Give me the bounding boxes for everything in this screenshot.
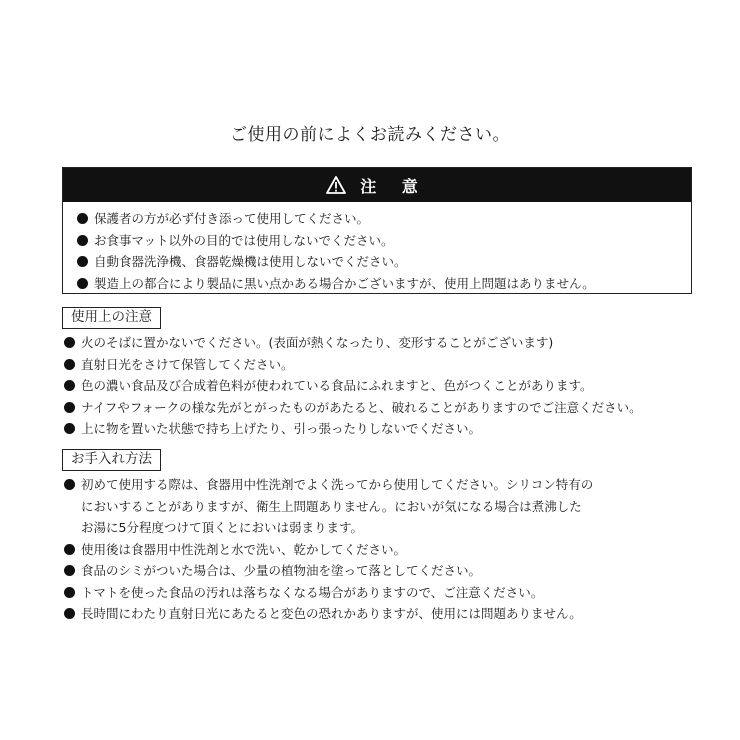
care-item-text: においすることがありますが、衛生上問題ありません。においが気になる場合は煮沸した bbox=[81, 498, 582, 514]
page-title: ご使用の前によくお読みください。 bbox=[230, 125, 510, 145]
care-item bbox=[64, 474, 593, 496]
bullet-icon bbox=[77, 235, 88, 246]
caution-list bbox=[63, 202, 691, 294]
usage-note-item bbox=[64, 418, 642, 440]
bullet-icon bbox=[64, 402, 75, 413]
bullet-icon bbox=[64, 380, 75, 391]
caution-header bbox=[63, 168, 691, 202]
bullet-icon bbox=[64, 359, 75, 370]
usage-note-item bbox=[64, 375, 642, 397]
care-list bbox=[64, 474, 593, 625]
care-item-text: 初めて使用する際は、食器用中性洗剤でよく洗ってから使用してください。シリコン特有の bbox=[81, 477, 594, 492]
warning-icon bbox=[326, 176, 346, 194]
usage-note-text: 火のそばに置かないでください。(表面が熱くなったり、変形することがございます) bbox=[81, 335, 554, 350]
bullet-icon bbox=[64, 608, 75, 619]
care-item bbox=[64, 582, 593, 604]
bullet-icon bbox=[77, 278, 88, 289]
usage-note-item bbox=[64, 354, 642, 376]
bullet-icon bbox=[64, 587, 75, 598]
usage-note-item bbox=[64, 397, 642, 419]
care-item-continuation bbox=[64, 496, 593, 518]
caution-heading: 注 意 bbox=[360, 176, 428, 196]
usage-note-text: ナイフやフォークの様な先がとがったものがあたると、破れることがありますのでご注意ください。 bbox=[81, 399, 642, 415]
care-heading: お手入れ方法 bbox=[62, 449, 161, 471]
care-item-continuation bbox=[64, 517, 593, 539]
caution-item bbox=[77, 273, 691, 295]
usage-note-text: 色の濃い食品及び合成着色料が使われている食品にふれますと、色がつくことがあります。 bbox=[81, 378, 593, 393]
caution-item bbox=[77, 230, 691, 252]
care-item bbox=[64, 539, 593, 561]
care-item-text: お湯に5分程度つけて頂くとにおいは弱まります。 bbox=[81, 520, 363, 535]
care-item-text: 長時間にわたり直射日光にあたると変色の恐れかありますが、使用には問題ありません。 bbox=[81, 606, 582, 621]
usage-note-item bbox=[64, 332, 642, 354]
bullet-icon bbox=[77, 213, 88, 224]
caution-item bbox=[77, 251, 691, 273]
bullet-icon bbox=[64, 565, 75, 576]
caution-item bbox=[77, 208, 691, 230]
usage-notes-list bbox=[64, 332, 642, 440]
care-item bbox=[64, 603, 593, 625]
bullet-icon bbox=[64, 337, 75, 348]
caution-item-text: 自動食器洗浄機、食器乾燥機は使用しないでください。 bbox=[94, 254, 407, 269]
bullet-icon bbox=[64, 544, 75, 555]
care-item-text: 食品のシミがついた場合は、少量の植物油を塗って落としてください。 bbox=[81, 563, 482, 578]
bullet-icon bbox=[64, 479, 75, 490]
caution-box bbox=[62, 167, 692, 294]
usage-note-text: 上に物を置いた状態で持ち上げたり、引っ張ったりしないでください。 bbox=[81, 421, 482, 436]
caution-item-text: お食事マット以外の目的では使用しないでください。 bbox=[94, 232, 394, 248]
care-item-text: 使用後は食器用中性洗剤と水で洗い、乾かしてください。 bbox=[81, 541, 407, 557]
bullet-icon bbox=[77, 256, 88, 267]
bullet-icon bbox=[64, 423, 75, 434]
usage-note-text: 直射日光をさけて保管してください。 bbox=[81, 356, 294, 372]
caution-item-text: 保護者の方が必ず付き添って使用してください。 bbox=[94, 211, 370, 226]
care-item bbox=[64, 560, 593, 582]
care-item-text: トマトを使った食品の汚れは落ちなくなる場合がありますので、ご注意ください。 bbox=[81, 584, 544, 600]
usage-notes-heading: 使用上の注意 bbox=[62, 307, 161, 329]
caution-item-text: 製造上の都合により製品に黒い点かある場合かございますが、使用上問題はありません。 bbox=[94, 275, 595, 291]
